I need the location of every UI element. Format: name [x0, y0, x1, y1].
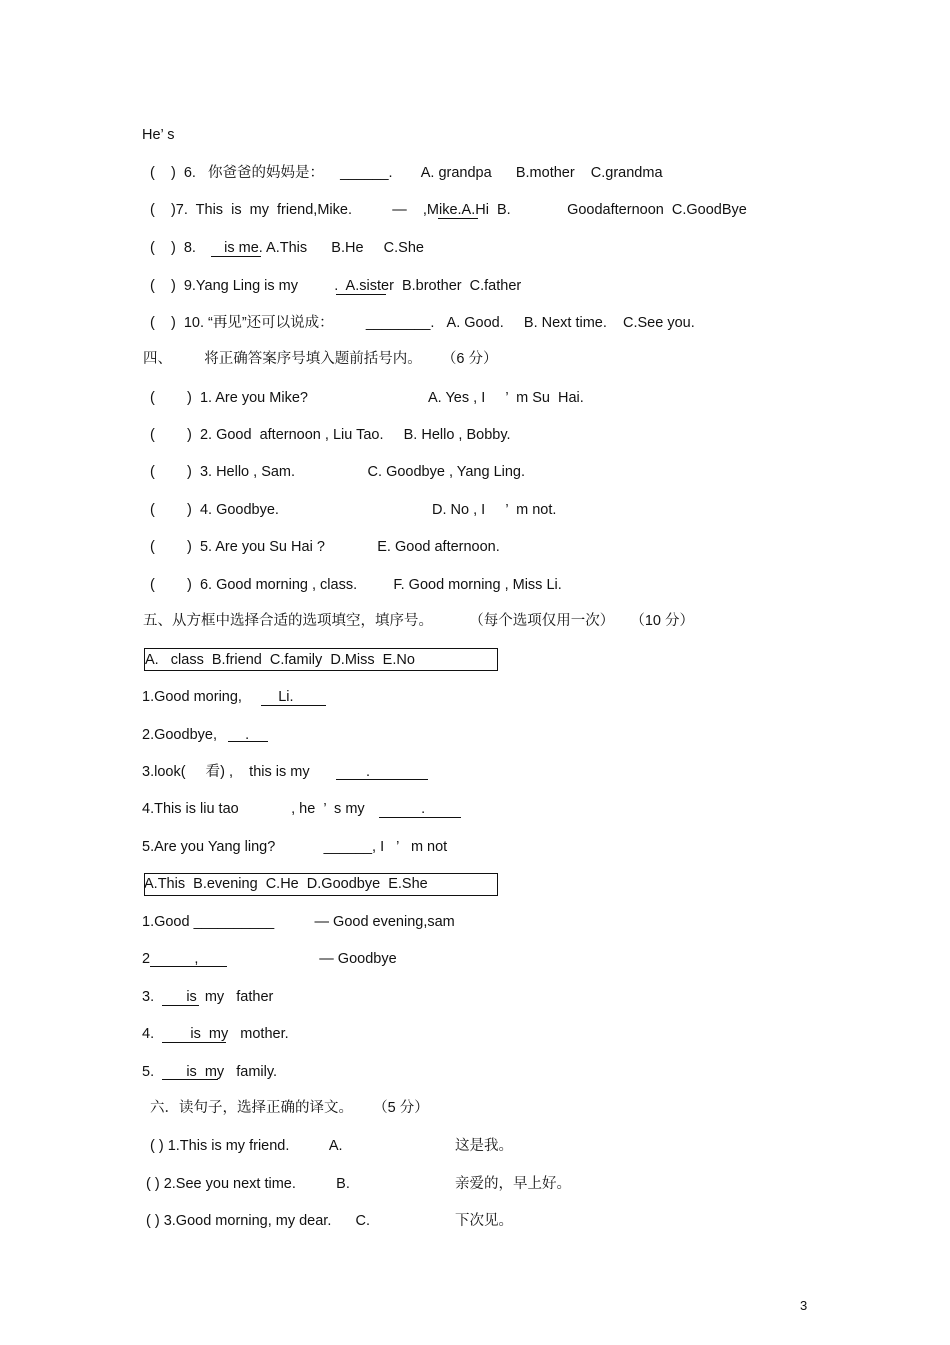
- s5a-q2: 2.Goodbye, .: [142, 727, 250, 743]
- q9: ( ) 9.Yang Ling is my . A.sister B.brother C.father: [150, 278, 522, 294]
- s4-q3: ( ) 3. Hello , Sam. C. Goodbye , Yang Ling.: [150, 464, 526, 480]
- page-number: 3: [800, 1298, 808, 1313]
- s5a-q1: 1.Good moring, Li.: [142, 689, 294, 705]
- q10: ( ) 10. “再见”还可以说成： ________. A. Good. B. Next time. C.See you.: [150, 315, 695, 331]
- q8-blank: [211, 256, 261, 257]
- section-4-heading: 四、 将正确答案序号填入题前括号内。 （6 分）: [143, 351, 498, 367]
- s5b-q5-blank: [162, 1079, 218, 1080]
- s5b-q3-blank: [162, 1005, 199, 1006]
- q7: ( )7. This is my friend,Mike. — ,Mike.A.Hi B. Goodafternoon C.GoodBye: [150, 202, 747, 218]
- q7-blank: [438, 218, 478, 219]
- s6-q2: ( ) 2.See you next time. B.: [146, 1176, 350, 1192]
- s6-q1: ( ) 1.This is my friend. A.: [150, 1138, 343, 1154]
- s5a-q3-blank: [336, 779, 428, 780]
- s6-q3: ( ) 3.Good morning, my dear. C.: [146, 1213, 371, 1229]
- s5b-q3: 3. is my father: [142, 989, 274, 1005]
- s6-q3-translation: 下次见。: [455, 1213, 513, 1229]
- s4-q2: ( ) 2. Good afternoon , Liu Tao. B. Hello , Bobby.: [150, 427, 511, 443]
- q8: ( ) 8. is me. A.This B.He C.She: [150, 240, 424, 256]
- s5a-q3: 3.look( 看) , this is my .: [142, 764, 371, 780]
- s5a-q1-blank: [261, 705, 326, 706]
- s5a-q4-blank: [379, 817, 461, 818]
- word-box-2-text: A.This B.evening C.He D.Goodbye E.She: [144, 876, 428, 892]
- s4-q6: ( ) 6. Good morning , class. F. Good morning , Miss Li.: [150, 577, 562, 593]
- section-6-heading: 六．读句子，选择正确的译文。 （5 分）: [150, 1100, 429, 1116]
- line-0: He’ s: [142, 127, 175, 143]
- s4-q1: ( ) 1. Are you Mike? A. Yes , I ’ m Su Hai.: [150, 390, 584, 406]
- s5b-q1: 1.Good __________ — Good evening,sam: [142, 914, 455, 930]
- s5b-q4: 4. is my mother.: [142, 1026, 289, 1042]
- s4-q5: ( ) 5. Are you Su Hai ? E. Good afternoon.: [150, 539, 500, 555]
- section-5-heading: 五、从方框中选择合适的选项填空，填序号。 （每个选项仅用一次） （10 分）: [143, 613, 695, 629]
- s6-q2-translation: 亲爱的，早上好。: [455, 1176, 571, 1192]
- q9-blank: [336, 294, 386, 295]
- s5b-q4-blank: [162, 1042, 226, 1043]
- q6: ( ) 6. 你爸爸的妈妈是： ______. A. grandpa B.mother C.grandma: [150, 165, 663, 181]
- s5a-q2-blank: [228, 741, 268, 742]
- word-box-1-text: A. class B.friend C.family D.Miss E.No: [145, 652, 415, 668]
- s5b-q2: 2 , — Goodbye: [142, 951, 397, 967]
- s4-q4: ( ) 4. Goodbye. D. No , I ’ m not.: [150, 502, 557, 518]
- s5b-q2-blank: [150, 966, 227, 967]
- s5a-q4: 4.This is liu tao , he ’ s my .: [142, 801, 426, 817]
- s5a-q5: 5.Are you Yang ling? ______, I ’ m not: [142, 839, 448, 855]
- s6-q1-translation: 这是我。: [455, 1138, 513, 1154]
- s5b-q5: 5. is my family.: [142, 1064, 278, 1080]
